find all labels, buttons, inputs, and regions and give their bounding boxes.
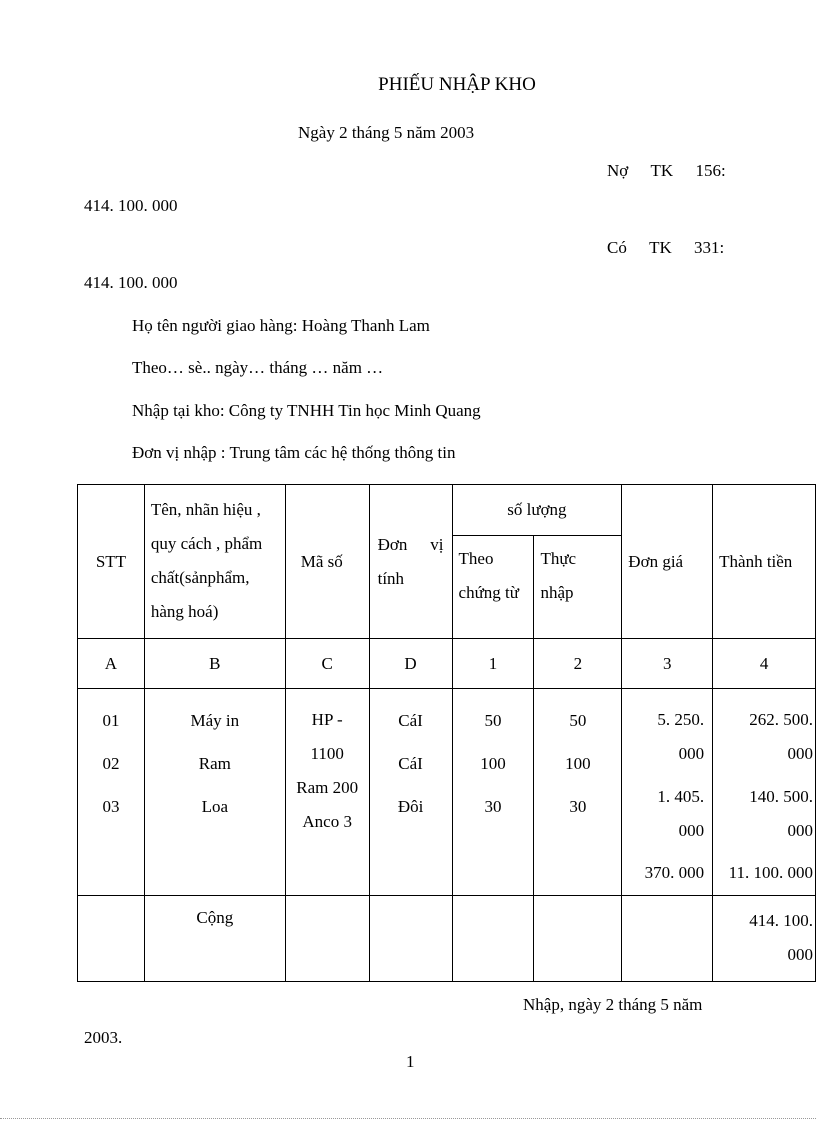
stt-value: 01 xyxy=(102,711,120,730)
credit-amount: 414. 100. 000 xyxy=(84,273,178,292)
product-name: Loa xyxy=(201,797,229,816)
header-unit-word: Đơn xyxy=(377,534,408,554)
index-cell: 3 xyxy=(622,639,713,689)
price-value: 1. 405. xyxy=(657,787,705,806)
unit-value: CáI xyxy=(398,711,423,730)
page-edge-divider xyxy=(0,1118,816,1120)
total-value: 11. 100. 000 xyxy=(728,863,813,882)
price-value: 5. 250. xyxy=(657,710,705,729)
index-cell: 4 xyxy=(713,639,816,689)
product-code: 1100 xyxy=(310,744,344,763)
qty-actual-value: 30 xyxy=(569,797,587,816)
header-name-line: quy cách , phẩm xyxy=(150,534,263,553)
deliverer-line: Họ tên người giao hàng: Hoàng Thanh Lam xyxy=(132,316,430,335)
name-cell xyxy=(144,689,285,896)
product-name: Ram xyxy=(198,754,231,773)
index-cell: D xyxy=(369,639,452,689)
debit-label: Nợ xyxy=(607,161,629,180)
credit-number: 331: xyxy=(694,238,725,257)
index-cell: B xyxy=(144,639,285,689)
header-qty-doc xyxy=(452,536,534,639)
index-cell: C xyxy=(285,639,369,689)
sum-total-value: 000 xyxy=(787,945,813,964)
import-unit-line: Đơn vị nhập : Trung tâm các hệ thống thông tin xyxy=(132,443,456,462)
sum-empty-cell xyxy=(285,896,369,982)
price-value: 000 xyxy=(678,744,705,763)
header-qty-doc-line: Theo xyxy=(458,549,494,568)
warehouse-line: Nhập tại kho: Công ty TNHH Tin học Minh Quang xyxy=(132,401,481,420)
header-price: Đơn giá xyxy=(622,485,713,639)
header-name xyxy=(144,485,285,639)
unit-cell xyxy=(369,689,452,896)
sum-label: Cộng xyxy=(144,896,285,982)
total-value: 000 xyxy=(787,744,813,763)
header-unit-word: vị xyxy=(430,534,444,554)
sum-empty-cell xyxy=(78,896,145,982)
qty-doc-value: 50 xyxy=(484,711,502,730)
credit-label: Có xyxy=(607,238,627,257)
header-qty-actual-line: nhập xyxy=(540,583,574,602)
qty-doc-value: 30 xyxy=(484,797,502,816)
product-code: Anco 3 xyxy=(302,812,352,831)
total-value: 262. 500. xyxy=(749,710,813,729)
unit-value: CáI xyxy=(398,754,423,773)
header-unit-word: tính xyxy=(377,568,405,588)
stt-cell xyxy=(78,689,145,896)
debit-tk: TK xyxy=(650,161,674,180)
header-code: Mã số xyxy=(285,485,369,639)
total-value: 000 xyxy=(787,821,813,840)
sum-empty-cell xyxy=(534,896,622,982)
header-stt: STT xyxy=(78,485,145,639)
header-total: Thành tiền xyxy=(713,485,816,639)
index-cell: 1 xyxy=(452,639,534,689)
total-value: 140. 500. xyxy=(749,787,813,806)
sum-empty-cell xyxy=(369,896,452,982)
total-cell xyxy=(713,689,816,896)
code-cell xyxy=(285,689,369,896)
price-cell xyxy=(622,689,713,896)
sum-total-cell xyxy=(713,896,816,982)
debit-number: 156: xyxy=(695,161,726,180)
qty-actual-value: 100 xyxy=(565,754,591,773)
goods-table xyxy=(77,484,816,982)
qty-actual-cell xyxy=(534,689,622,896)
header-name-line: Tên, nhãn hiệu , xyxy=(150,500,261,519)
header-name-line: hàng hoá) xyxy=(150,602,219,621)
credit-account xyxy=(607,238,724,258)
credit-tk: TK xyxy=(649,238,672,257)
product-name: Máy in xyxy=(190,711,240,730)
unit-value: Đôi xyxy=(397,797,424,816)
index-cell: A xyxy=(78,639,145,689)
sum-empty-cell xyxy=(452,896,534,982)
header-qty-doc-line: chứng từ xyxy=(458,583,519,602)
sum-total-value: 414. 100. xyxy=(749,911,813,930)
product-code: Ram 200 xyxy=(296,778,359,797)
document-title: PHIẾU NHẬP KHO xyxy=(378,74,536,95)
stt-value: 02 xyxy=(102,754,120,773)
price-value: 000 xyxy=(678,821,705,840)
header-qty-actual xyxy=(534,536,622,639)
document-date: Ngày 2 tháng 5 năm 2003 xyxy=(298,123,475,142)
page-number: 1 xyxy=(406,1052,415,1071)
qty-doc-value: 100 xyxy=(480,754,506,773)
header-quantity: số lượng xyxy=(452,485,622,536)
price-value: 370. 000 xyxy=(644,863,705,882)
debit-amount: 414. 100. 000 xyxy=(84,196,178,215)
sum-empty-cell xyxy=(622,896,713,982)
footer-date: Nhập, ngày 2 tháng 5 năm xyxy=(523,995,703,1014)
reference-line: Theo… sè.. ngày… tháng … năm … xyxy=(132,358,384,377)
footer-year: 2003. xyxy=(84,1028,123,1047)
qty-doc-cell xyxy=(452,689,534,896)
product-code: HP - xyxy=(311,710,343,729)
header-unit xyxy=(369,485,452,639)
header-name-line: chất(sảnphẩm, xyxy=(150,568,250,587)
stt-value: 03 xyxy=(102,797,120,816)
qty-actual-value: 50 xyxy=(569,711,587,730)
index-cell: 2 xyxy=(534,639,622,689)
debit-account xyxy=(607,161,726,181)
header-qty-actual-line: Thực xyxy=(540,549,577,568)
